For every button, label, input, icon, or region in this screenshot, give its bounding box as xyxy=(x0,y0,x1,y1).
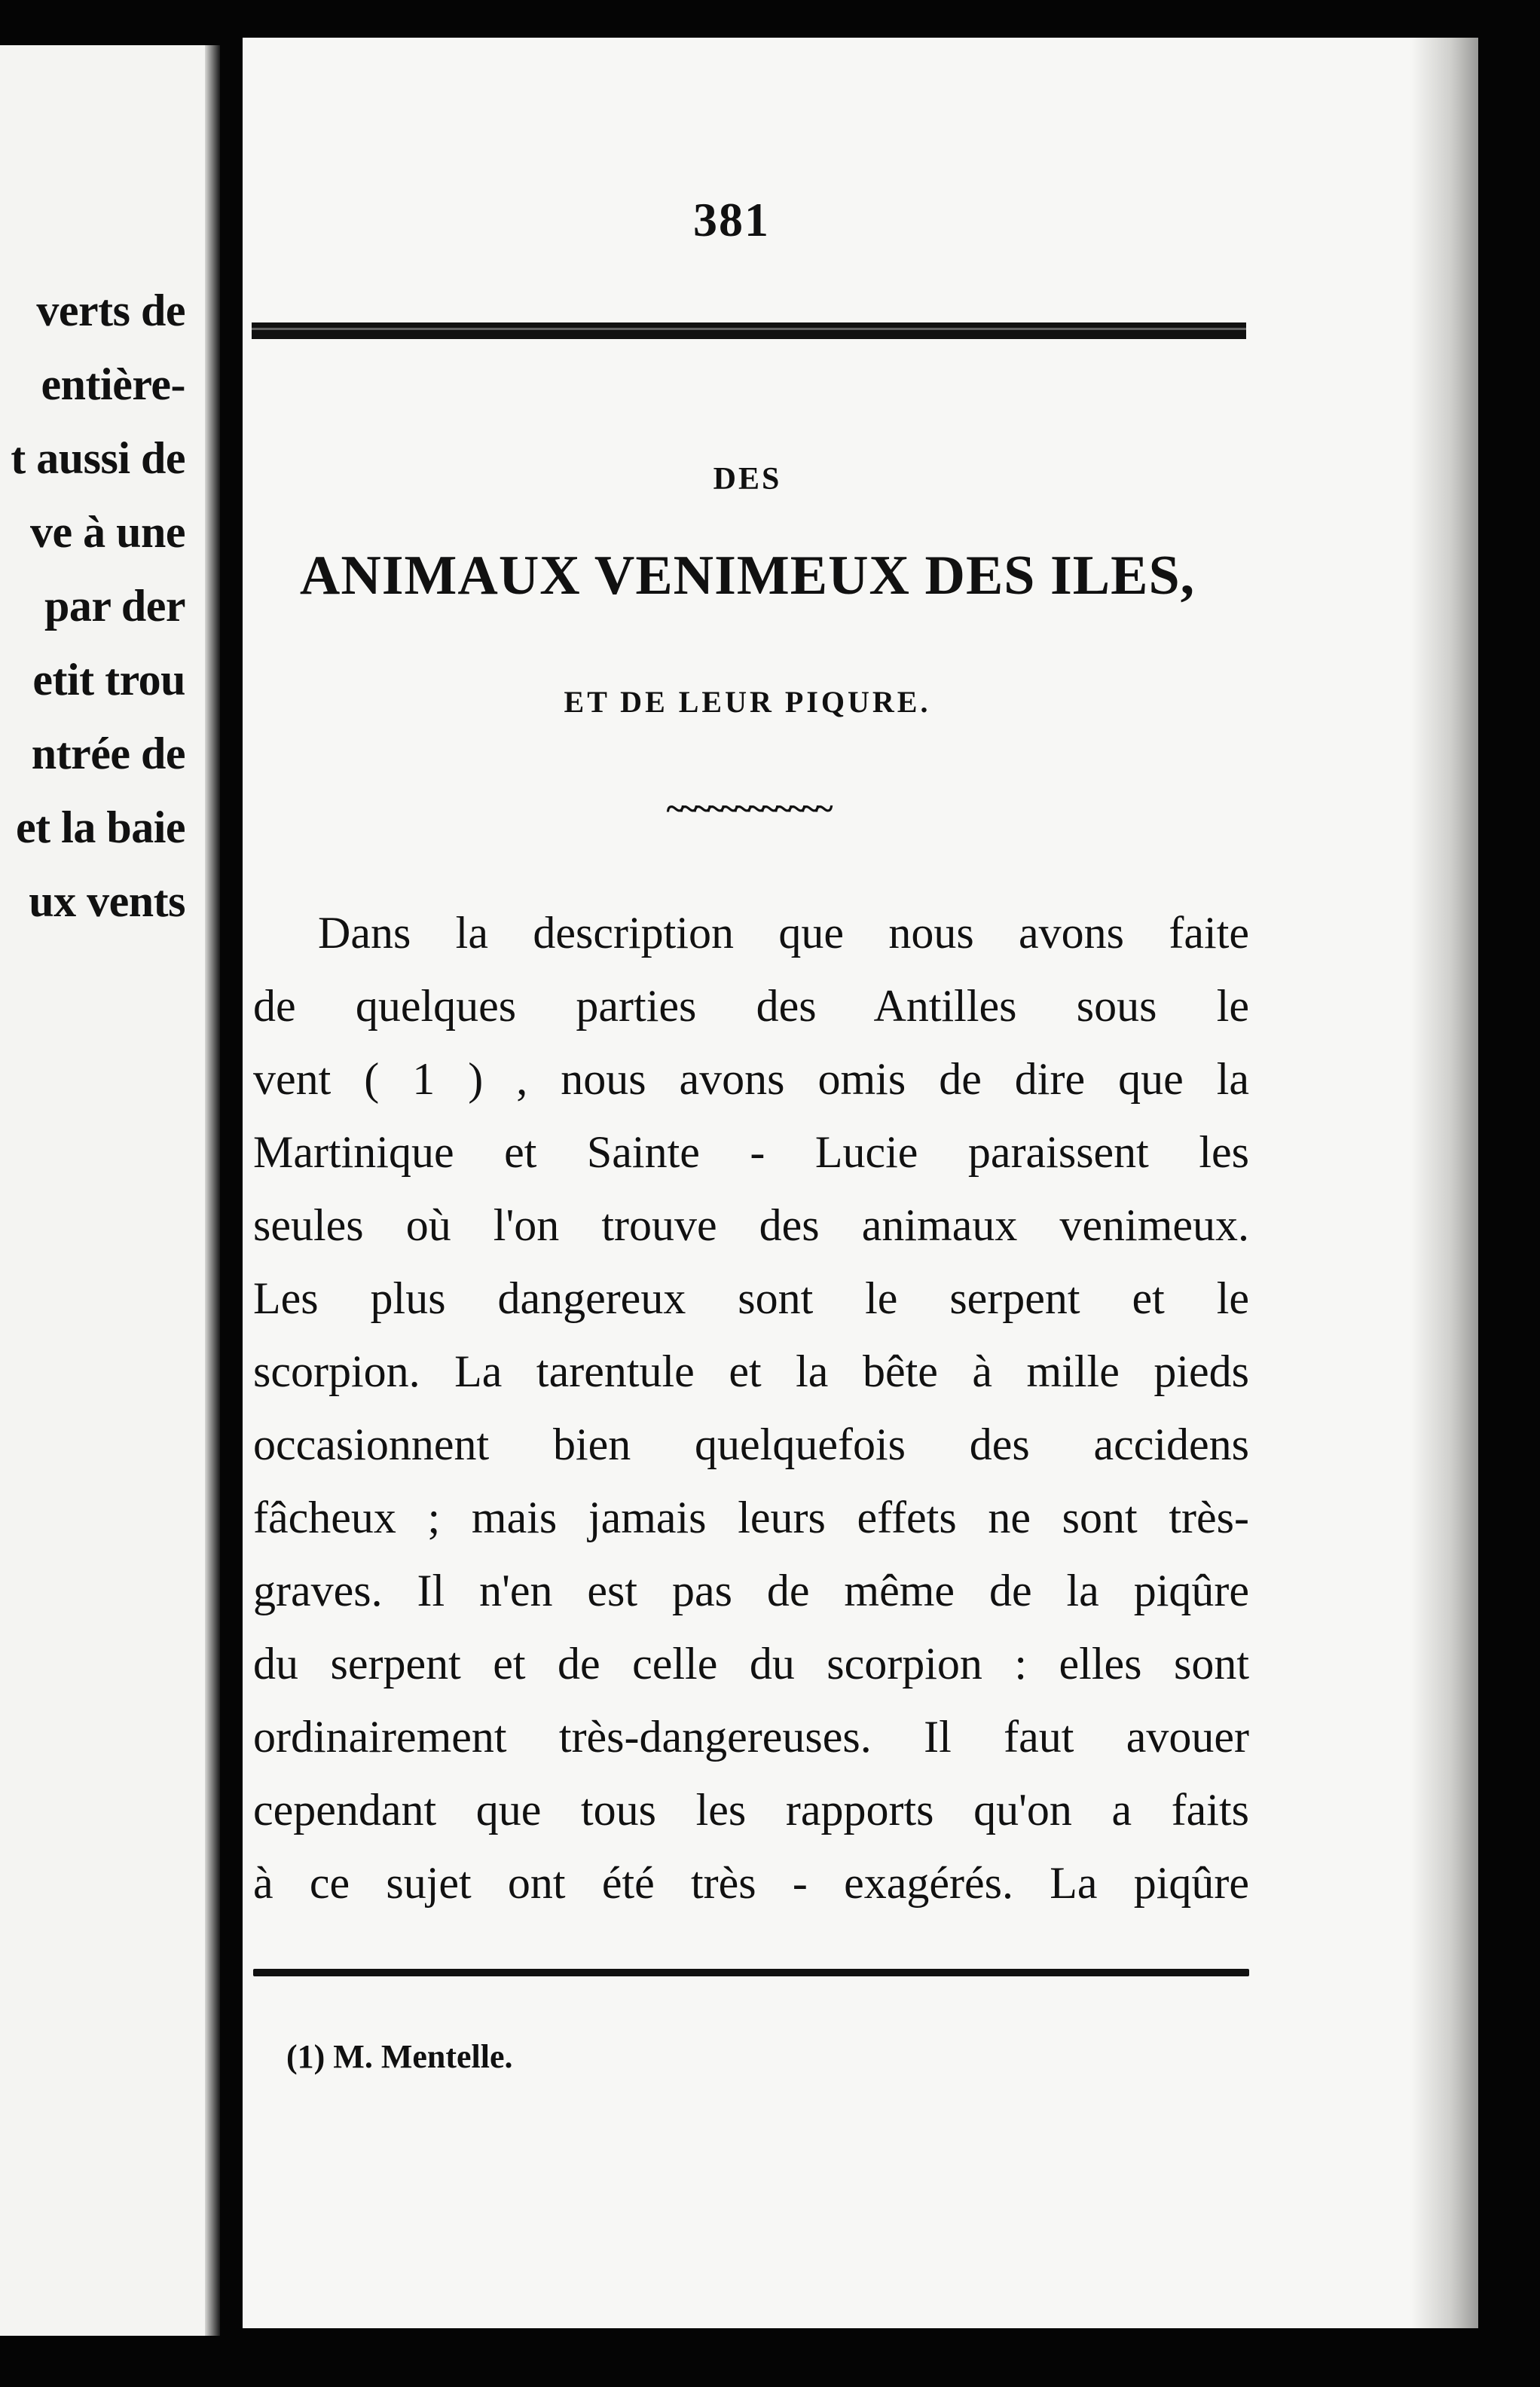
left-page-line: par der xyxy=(44,581,185,631)
ornament-divider: ~~~~~~~~~~~~ xyxy=(666,789,829,827)
header-rule xyxy=(252,322,1246,339)
left-page-line: etit trou xyxy=(32,655,185,704)
left-page-line: entière- xyxy=(41,359,185,409)
left-page-line: ve à une xyxy=(30,507,185,557)
page-edge-shadow xyxy=(1410,38,1478,2328)
page-edge-shadow xyxy=(205,45,220,2336)
body-line: vent ( 1 ) , nous avons omis de dire que la xyxy=(253,1054,1249,1104)
main-page xyxy=(243,38,1478,2328)
footnote-rule xyxy=(253,1969,1249,1976)
body-line: cependant que tous les rapports qu'on a faits xyxy=(253,1785,1249,1835)
body-line: graves. Il n'en est pas de même de la piqûre xyxy=(253,1566,1249,1615)
body-line: à ce sujet ont été très - exagérés. La piqûre xyxy=(253,1858,1249,1908)
page-number: 381 xyxy=(693,193,770,246)
section-kicker: DES xyxy=(713,462,782,497)
chapter-subtitle: ET DE LEUR PIQURE. xyxy=(564,685,931,719)
body-line: Les plus dangereux sont le serpent et le xyxy=(253,1273,1249,1323)
footnote: (1) M. Mentelle. xyxy=(286,2038,513,2075)
left-facing-page xyxy=(0,45,220,2336)
body-text xyxy=(253,897,1249,1920)
body-line: fâcheux ; mais jamais leurs effets ne sont très- xyxy=(253,1493,1249,1542)
body-line: seules où l'on trouve des animaux venimeux. xyxy=(253,1200,1249,1250)
body-line: scorpion. La tarentule et la bête à mille pieds xyxy=(253,1346,1249,1396)
body-line: Dans la description que nous avons faite xyxy=(318,908,1249,958)
left-page-line: et la baie xyxy=(16,802,185,852)
left-page-line: t aussi de xyxy=(11,433,185,483)
left-page-line: verts de xyxy=(36,286,185,335)
body-line: ordinairement très-dangereuses. Il faut avouer xyxy=(253,1712,1249,1762)
chapter-title: ANIMAUX VENIMEUX DES ILES, xyxy=(299,545,1196,607)
body-line: du serpent et de celle du scorpion : elles sont xyxy=(253,1639,1249,1689)
left-page-line: ntrée de xyxy=(31,729,185,778)
body-line: de quelques parties des Antilles sous le xyxy=(253,981,1249,1031)
book-gutter xyxy=(220,30,243,2366)
body-line: Martinique et Sainte - Lucie paraissent les xyxy=(253,1127,1249,1177)
left-page-line: ux vents xyxy=(29,876,185,926)
body-line: occasionnent bien quelquefois des accidens xyxy=(253,1420,1249,1469)
